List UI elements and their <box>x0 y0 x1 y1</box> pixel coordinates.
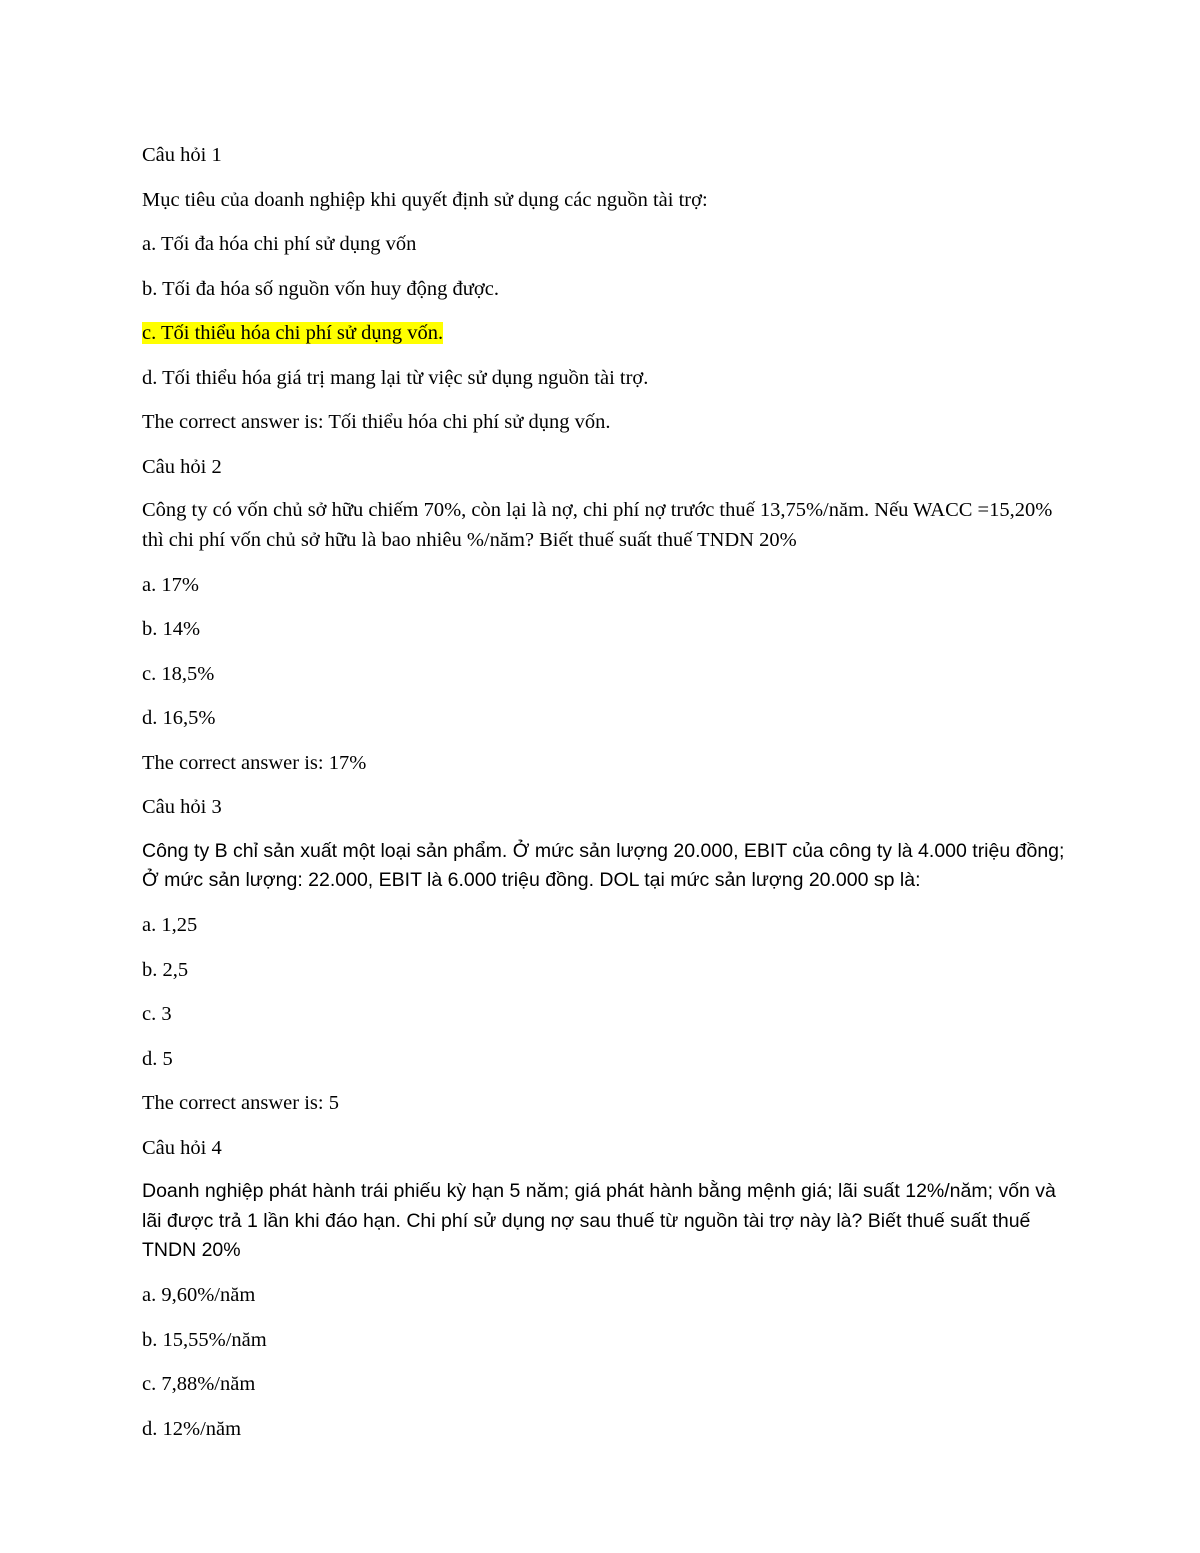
correct-answer: The correct answer is: Tối thiểu hóa chi phí sử dụng vốn. <box>142 411 611 433</box>
answer-option: c. 18,5% <box>142 662 215 685</box>
correct-answer: The correct answer is: 17% <box>142 751 367 774</box>
answer-option-highlighted <box>142 318 1072 348</box>
question-title: Câu hỏi 4 <box>142 1136 222 1159</box>
question-prompt: Công ty có vốn chủ sở hữu chiếm 70%, còn lại là nợ, chi phí nợ trước thuế 13,75%/năm. Nếu WACC =15,20% thì chi phí vốn chủ sở hữu là bao nhiêu %/năm? Biết thuế suất thuế TNDN 20% <box>142 499 1053 551</box>
answer-option: b. Tối đa hóa số nguồn vốn huy động được. <box>142 277 499 300</box>
question-prompt: Mục tiêu của doanh nghiệp khi quyết định sử dụng các nguồn tài trợ: <box>142 188 708 211</box>
answer-option: c. 7,88%/năm <box>142 1373 256 1395</box>
question-prompt: Công ty B chỉ sản xuất một loại sản phẩm. Ở mức sản lượng 20.000, EBIT của công ty là 4.000 triệu đồng; Ở mức sản lượng: 22.000, EBIT là 6.000 triệu đồng. DOL tại mức sản lượng 20.000 sp là: <box>142 839 1065 891</box>
answer-option: d. 5 <box>142 1047 173 1070</box>
answer-option: b. 14% <box>142 618 201 640</box>
correct-answer: The correct answer is: 5 <box>142 1092 339 1114</box>
question-prompt: Doanh nghiệp phát hành trái phiếu kỳ hạn 5 năm; giá phát hành bằng mệnh giá; lãi suất 12%/năm; vốn và lãi được trả 1 lần khi đáo hạn. Chi phí sử dụng nợ sau thuế từ nguồn tài trợ này là? Biết thuế suất thuế TNDN 20% <box>142 1180 1056 1261</box>
answer-option: d. 12%/năm <box>142 1417 242 1440</box>
document-page <box>142 140 1072 1458</box>
answer-option: a. 9,60%/năm <box>142 1284 256 1306</box>
answer-option: a. 1,25 <box>142 914 198 936</box>
answer-option: d. 16,5% <box>142 707 216 729</box>
question-title: Câu hỏi 2 <box>142 455 222 478</box>
highlighted-option-text: c. Tối thiểu hóa chi phí sử dụng vốn. <box>142 322 444 344</box>
question-title: Câu hỏi 1 <box>142 144 222 166</box>
answer-option: a. 17% <box>142 573 199 596</box>
answer-option: c. 3 <box>142 1003 172 1025</box>
answer-option: a. Tối đa hóa chi phí sử dụng vốn <box>142 233 417 255</box>
answer-option: b. 15,55%/năm <box>142 1328 267 1351</box>
answer-option: b. 2,5 <box>142 958 189 981</box>
answer-option: d. Tối thiểu hóa giá trị mang lại từ việc sử dụng nguồn tài trợ. <box>142 366 649 389</box>
question-title: Câu hỏi 3 <box>142 796 222 818</box>
